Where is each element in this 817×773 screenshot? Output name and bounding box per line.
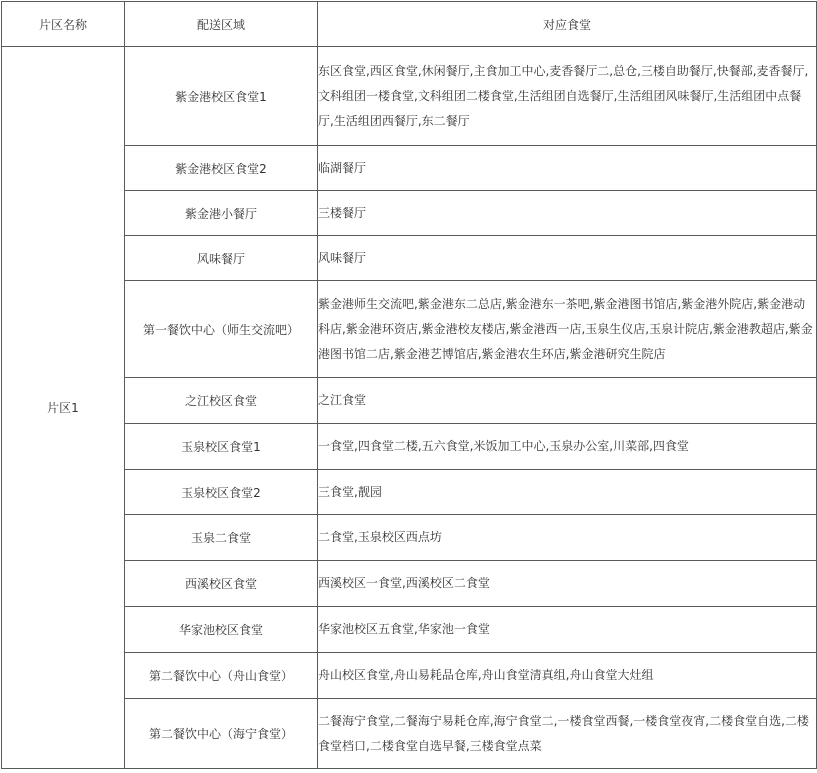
delivery-region-table: [1, 1, 817, 769]
table-row: [2, 561, 817, 607]
table-row: [2, 515, 817, 561]
table-row: [2, 281, 817, 378]
delivery-area-cell: 华家池校区食堂: [125, 607, 318, 653]
region-name-cell: 片区1: [2, 47, 125, 769]
delivery-area-cell: 紫金港校区食堂1: [125, 47, 318, 146]
delivery-area-cell: 第二餐饮中心（舟山食堂）: [125, 653, 318, 699]
delivery-area-cell: 之江校区食堂: [125, 378, 318, 424]
delivery-area-cell: 玉泉校区食堂2: [125, 470, 318, 515]
header-region-name: 片区名称: [2, 2, 125, 47]
canteens-cell: 一食堂,四食堂二楼,五六食堂,米饭加工中心,玉泉办公室,川菜部,四食堂: [318, 424, 817, 470]
canteens-cell: 二食堂,玉泉校区西点坊: [318, 515, 817, 561]
delivery-area-cell: 西溪校区食堂: [125, 561, 318, 607]
table-row: [2, 378, 817, 424]
delivery-area-cell: 第二餐饮中心（海宁食堂）: [125, 699, 318, 769]
canteens-cell: 东区食堂,西区食堂,休闲餐厅,主食加工中心,麦香餐厅二,总仓,三楼自助餐厅,快餐部,麦香餐厅,文科组团一楼食堂,文科组团二楼食堂,生活组团自选餐厅,生活组团风味餐厅,生活组团中点餐厅,生活组团西餐厅,东二餐厅: [318, 47, 817, 146]
table-row: [2, 470, 817, 515]
delivery-area-cell: 风味餐厅: [125, 236, 318, 281]
canteens-cell: 舟山校区食堂,舟山易耗品仓库,舟山食堂清真组,舟山食堂大灶组: [318, 653, 817, 699]
canteens-cell: 风味餐厅: [318, 236, 817, 281]
table-row: [2, 699, 817, 769]
canteens-cell: 之江食堂: [318, 378, 817, 424]
table-row: [2, 146, 817, 191]
header-canteens: 对应食堂: [318, 2, 817, 47]
canteens-cell: 临湖餐厅: [318, 146, 817, 191]
delivery-area-cell: 玉泉二食堂: [125, 515, 318, 561]
table-row: [2, 47, 817, 146]
table-row: [2, 191, 817, 236]
canteens-cell: 紫金港师生交流吧,紫金港东二总店,紫金港东一茶吧,紫金港图书馆店,紫金港外院店,紫金港动科店,紫金港环资店,紫金港校友楼店,紫金港西一店,玉泉生仪店,玉泉计院店,紫金港教超店,紫金港图书馆二店,紫金港艺博馆店,紫金港农生环店,紫金港研究生院店: [318, 281, 817, 378]
delivery-area-cell: 紫金港小餐厅: [125, 191, 318, 236]
canteens-cell: 三楼餐厅: [318, 191, 817, 236]
delivery-area-cell: 紫金港校区食堂2: [125, 146, 318, 191]
delivery-area-cell: 第一餐饮中心（师生交流吧）: [125, 281, 318, 378]
table-row: [2, 607, 817, 653]
canteens-cell: 三食堂,靓园: [318, 470, 817, 515]
delivery-area-cell: 玉泉校区食堂1: [125, 424, 318, 470]
table-row: [2, 236, 817, 281]
header-delivery-area: 配送区域: [125, 2, 318, 47]
table-row: [2, 653, 817, 699]
canteens-cell: 西溪校区一食堂,西溪校区二食堂: [318, 561, 817, 607]
canteens-cell: 二餐海宁食堂,二餐海宁易耗仓库,海宁食堂二,一楼食堂西餐,一楼食堂夜宵,二楼食堂自选,二楼食堂档口,二楼食堂自选早餐,三楼食堂点菜: [318, 699, 817, 769]
table-header-row: [2, 2, 817, 47]
table-row: [2, 424, 817, 470]
canteens-cell: 华家池校区五食堂,华家池一食堂: [318, 607, 817, 653]
